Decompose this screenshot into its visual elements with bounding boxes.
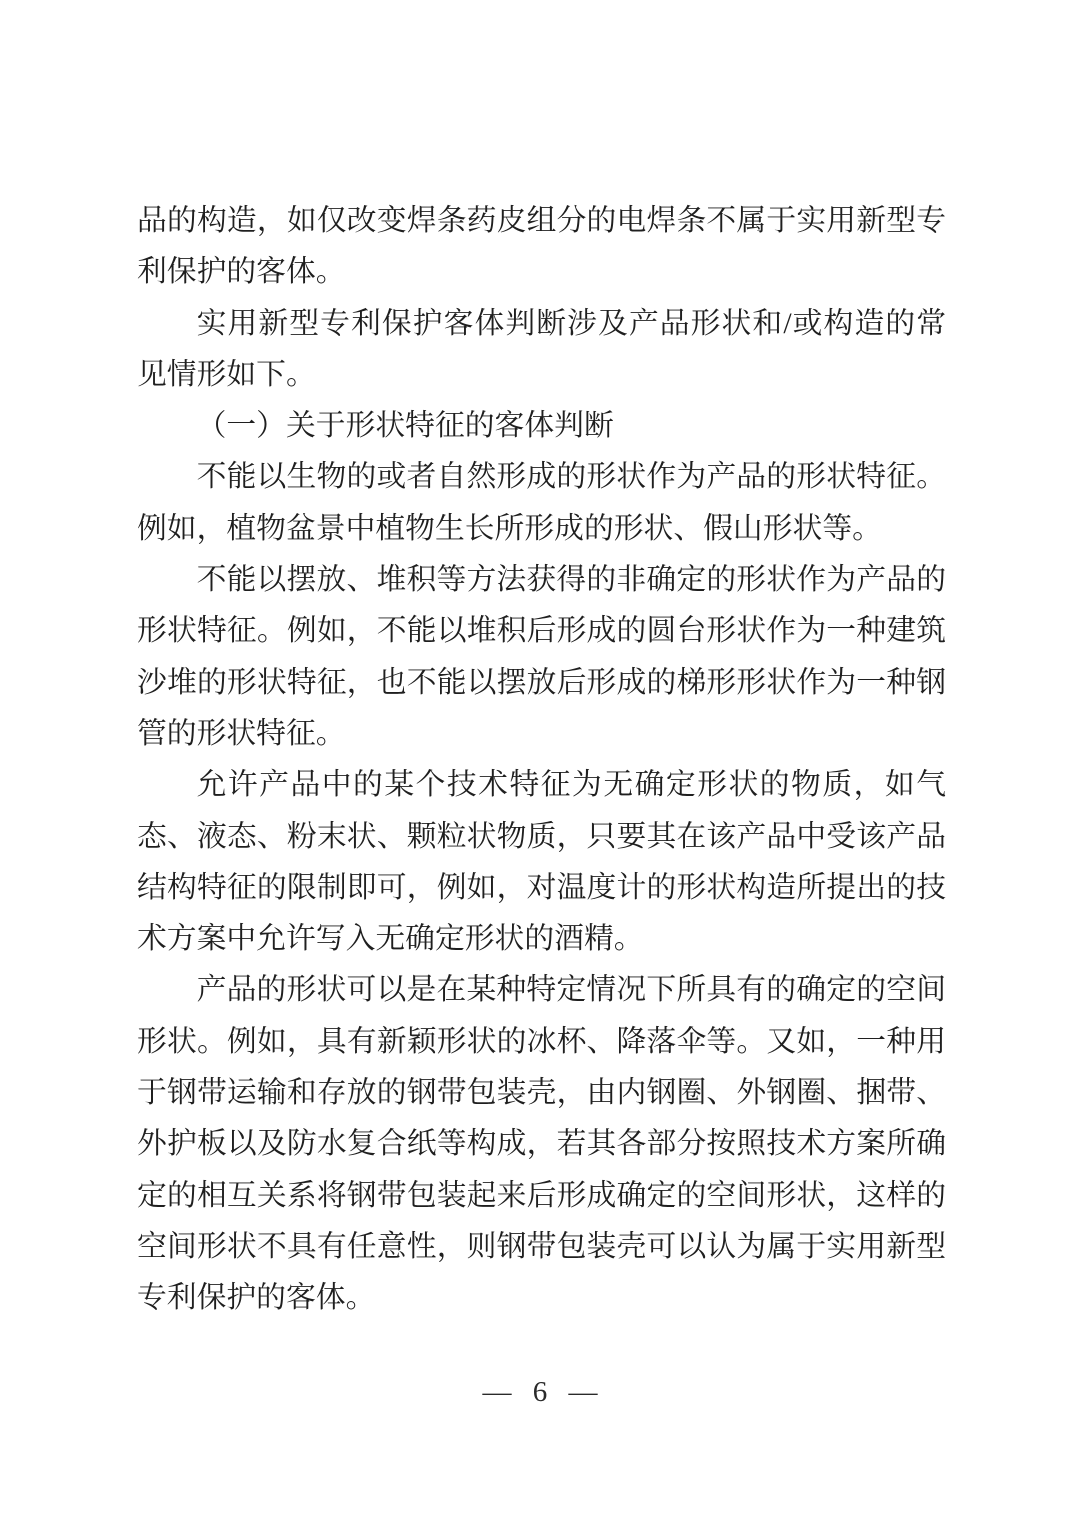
page-number: — 6 — xyxy=(482,1376,598,1408)
section-heading: （一）关于形状特征的客体判断 xyxy=(196,409,614,443)
document-body xyxy=(137,195,946,1324)
paragraph: 不能以生物的或者自然形成的形状作为产品的形状特征。例如，植物盆景中植物生长所形成的形状、假山形状等。 xyxy=(137,460,946,545)
paragraph-continuation: 品的构造，如仅改变焊条药皮组分的电焊条不属于实用新型专利保护的客体。 xyxy=(137,204,946,289)
paragraph: 不能以摆放、堆积等方法获得的非确定的形状作为产品的形状特征。例如，不能以堆积后形成的圆台形状作为一种建筑沙堆的形状特征，也不能以摆放后形成的梯形形状作为一种钢管的形状特征。 xyxy=(137,563,946,750)
paragraph: 产品的形状可以是在某种特定情况下所具有的确定的空间形状。例如，具有新颖形状的冰杯、降落伞等。又如，一种用于钢带运输和存放的钢带包装壳，由内钢圈、外钢圈、捆带、外护板以及防水复合纸等构成，若其各部分按照技术方案所确定的相互关系将钢带包装起来后形成确定的空间形状，这样的空间形状不具有任意性，则钢带包装壳可以认为属于实用新型专利保护的客体。 xyxy=(137,973,946,1315)
paragraph: 实用新型专利保护客体判断涉及产品形状和/或构造的常见情形如下。 xyxy=(137,306,946,391)
paragraph: 允许产品中的某个技术特征为无确定形状的物质，如气态、液态、粉末状、颗粒状物质，只要其在该产品中受该产品结构特征的限制即可，例如，对温度计的形状构造所提出的技术方案中允许写入无确定形状的酒精。 xyxy=(137,768,946,956)
